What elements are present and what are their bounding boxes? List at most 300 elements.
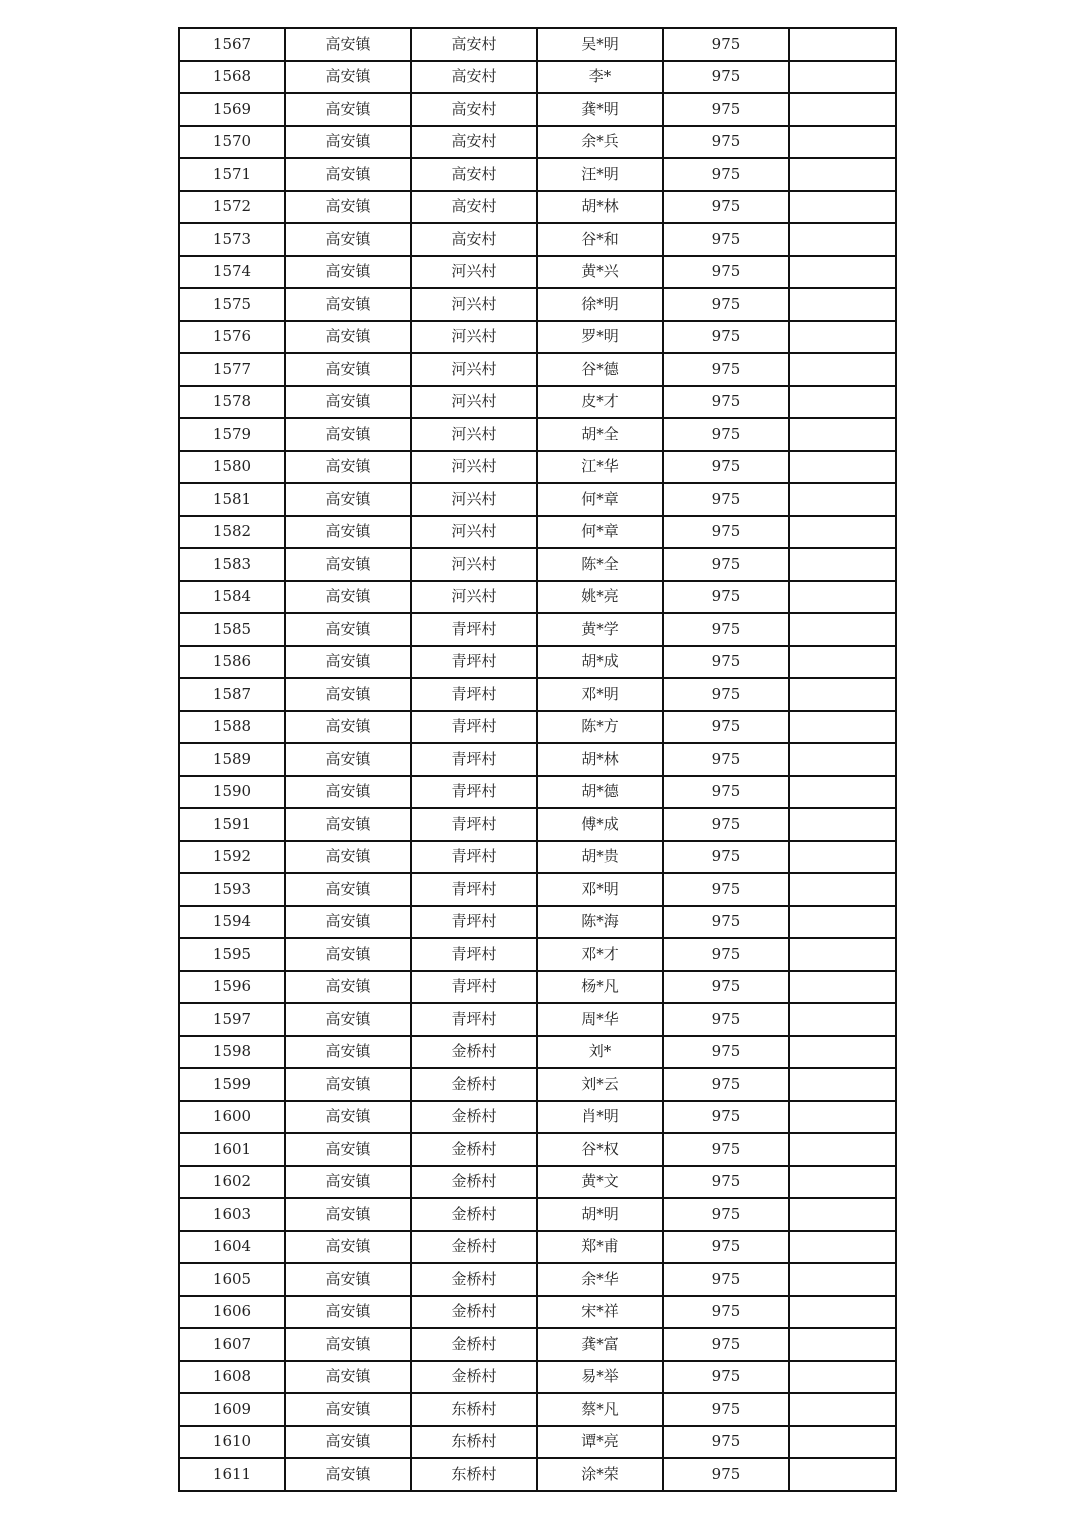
row-number-cell: 1584 xyxy=(179,581,285,614)
amount-cell: 975 xyxy=(663,1263,789,1296)
name-cell: 何*章 xyxy=(537,483,663,516)
village-cell: 高安村 xyxy=(411,158,537,191)
name-cell: 傅*成 xyxy=(537,808,663,841)
row-number-cell: 1601 xyxy=(179,1133,285,1166)
row-number-cell: 1604 xyxy=(179,1231,285,1264)
row-number-cell: 1607 xyxy=(179,1328,285,1361)
village-cell: 高安村 xyxy=(411,93,537,126)
village-cell: 青坪村 xyxy=(411,841,537,874)
amount-cell: 975 xyxy=(663,223,789,256)
town-cell: 高安镇 xyxy=(285,28,411,61)
name-cell: 胡*成 xyxy=(537,646,663,679)
town-cell: 高安镇 xyxy=(285,1458,411,1491)
table-row xyxy=(179,808,896,841)
town-cell: 高安镇 xyxy=(285,288,411,321)
remark-cell xyxy=(789,158,896,191)
name-cell: 龚*富 xyxy=(537,1328,663,1361)
remark-cell xyxy=(789,711,896,744)
town-cell: 高安镇 xyxy=(285,61,411,94)
remark-cell xyxy=(789,1166,896,1199)
remark-cell xyxy=(789,321,896,354)
table-row xyxy=(179,451,896,484)
village-cell: 青坪村 xyxy=(411,938,537,971)
village-cell: 河兴村 xyxy=(411,321,537,354)
name-cell: 杨*凡 xyxy=(537,971,663,1004)
row-number-cell: 1593 xyxy=(179,873,285,906)
row-number-cell: 1571 xyxy=(179,158,285,191)
remark-cell xyxy=(789,613,896,646)
name-cell: 胡*林 xyxy=(537,743,663,776)
village-cell: 青坪村 xyxy=(411,808,537,841)
name-cell: 宋*祥 xyxy=(537,1296,663,1329)
village-cell: 青坪村 xyxy=(411,1003,537,1036)
town-cell: 高安镇 xyxy=(285,1003,411,1036)
town-cell: 高安镇 xyxy=(285,1361,411,1394)
row-number-cell: 1573 xyxy=(179,223,285,256)
village-cell: 河兴村 xyxy=(411,451,537,484)
village-cell: 高安村 xyxy=(411,28,537,61)
table-row xyxy=(179,646,896,679)
row-number-cell: 1603 xyxy=(179,1198,285,1231)
table-row xyxy=(179,93,896,126)
name-cell: 邓*才 xyxy=(537,938,663,971)
table-row xyxy=(179,776,896,809)
amount-cell: 975 xyxy=(663,126,789,159)
village-cell: 金桥村 xyxy=(411,1198,537,1231)
town-cell: 高安镇 xyxy=(285,548,411,581)
table-row xyxy=(179,386,896,419)
amount-cell: 975 xyxy=(663,516,789,549)
row-number-cell: 1572 xyxy=(179,191,285,224)
remark-cell xyxy=(789,516,896,549)
remark-cell xyxy=(789,1328,896,1361)
name-cell: 谷*权 xyxy=(537,1133,663,1166)
town-cell: 高安镇 xyxy=(285,386,411,419)
table-row xyxy=(179,678,896,711)
table-row xyxy=(179,483,896,516)
row-number-cell: 1596 xyxy=(179,971,285,1004)
amount-cell: 975 xyxy=(663,451,789,484)
name-cell: 谷*德 xyxy=(537,353,663,386)
remark-cell xyxy=(789,971,896,1004)
name-cell: 江*华 xyxy=(537,451,663,484)
row-number-cell: 1574 xyxy=(179,256,285,289)
village-cell: 河兴村 xyxy=(411,516,537,549)
amount-cell: 975 xyxy=(663,321,789,354)
row-number-cell: 1610 xyxy=(179,1426,285,1459)
row-number-cell: 1602 xyxy=(179,1166,285,1199)
row-number-cell: 1605 xyxy=(179,1263,285,1296)
row-number-cell: 1582 xyxy=(179,516,285,549)
table-row xyxy=(179,516,896,549)
table-row xyxy=(179,873,896,906)
name-cell: 谭*亮 xyxy=(537,1426,663,1459)
remark-cell xyxy=(789,483,896,516)
remark-cell xyxy=(789,548,896,581)
town-cell: 高安镇 xyxy=(285,581,411,614)
row-number-cell: 1609 xyxy=(179,1393,285,1426)
table-row xyxy=(179,1198,896,1231)
remark-cell xyxy=(789,1133,896,1166)
town-cell: 高安镇 xyxy=(285,353,411,386)
table-row xyxy=(179,321,896,354)
amount-cell: 975 xyxy=(663,873,789,906)
town-cell: 高安镇 xyxy=(285,1068,411,1101)
amount-cell: 975 xyxy=(663,1003,789,1036)
village-cell: 河兴村 xyxy=(411,353,537,386)
town-cell: 高安镇 xyxy=(285,1133,411,1166)
row-number-cell: 1611 xyxy=(179,1458,285,1491)
village-cell: 金桥村 xyxy=(411,1361,537,1394)
table-row xyxy=(179,288,896,321)
village-cell: 东桥村 xyxy=(411,1393,537,1426)
table-row xyxy=(179,548,896,581)
village-cell: 金桥村 xyxy=(411,1263,537,1296)
remark-cell xyxy=(789,1003,896,1036)
row-number-cell: 1591 xyxy=(179,808,285,841)
town-cell: 高安镇 xyxy=(285,191,411,224)
town-cell: 高安镇 xyxy=(285,1198,411,1231)
row-number-cell: 1587 xyxy=(179,678,285,711)
town-cell: 高安镇 xyxy=(285,1296,411,1329)
table-row xyxy=(179,61,896,94)
remark-cell xyxy=(789,906,896,939)
table-row xyxy=(179,126,896,159)
town-cell: 高安镇 xyxy=(285,418,411,451)
row-number-cell: 1579 xyxy=(179,418,285,451)
town-cell: 高安镇 xyxy=(285,938,411,971)
table-row xyxy=(179,711,896,744)
row-number-cell: 1592 xyxy=(179,841,285,874)
name-cell: 徐*明 xyxy=(537,288,663,321)
amount-cell: 975 xyxy=(663,1166,789,1199)
table-row xyxy=(179,1426,896,1459)
row-number-cell: 1576 xyxy=(179,321,285,354)
name-cell: 刘*云 xyxy=(537,1068,663,1101)
village-cell: 金桥村 xyxy=(411,1036,537,1069)
town-cell: 高安镇 xyxy=(285,678,411,711)
amount-cell: 975 xyxy=(663,1361,789,1394)
name-cell: 周*华 xyxy=(537,1003,663,1036)
remark-cell xyxy=(789,256,896,289)
remark-cell xyxy=(789,1263,896,1296)
town-cell: 高安镇 xyxy=(285,711,411,744)
table-row xyxy=(179,971,896,1004)
village-cell: 河兴村 xyxy=(411,483,537,516)
amount-cell: 975 xyxy=(663,1133,789,1166)
name-cell: 何*章 xyxy=(537,516,663,549)
table-row xyxy=(179,223,896,256)
table-row xyxy=(179,906,896,939)
remark-cell xyxy=(789,873,896,906)
row-number-cell: 1580 xyxy=(179,451,285,484)
table-row xyxy=(179,1068,896,1101)
remark-cell xyxy=(789,1198,896,1231)
row-number-cell: 1567 xyxy=(179,28,285,61)
row-number-cell: 1583 xyxy=(179,548,285,581)
amount-cell: 975 xyxy=(663,1068,789,1101)
amount-cell: 975 xyxy=(663,1036,789,1069)
name-cell: 郑*甫 xyxy=(537,1231,663,1264)
name-cell: 陈*全 xyxy=(537,548,663,581)
amount-cell: 975 xyxy=(663,93,789,126)
village-cell: 高安村 xyxy=(411,61,537,94)
row-number-cell: 1606 xyxy=(179,1296,285,1329)
name-cell: 胡*贵 xyxy=(537,841,663,874)
amount-cell: 975 xyxy=(663,483,789,516)
name-cell: 胡*全 xyxy=(537,418,663,451)
town-cell: 高安镇 xyxy=(285,841,411,874)
village-cell: 金桥村 xyxy=(411,1166,537,1199)
town-cell: 高安镇 xyxy=(285,1101,411,1134)
remark-cell xyxy=(789,743,896,776)
town-cell: 高安镇 xyxy=(285,158,411,191)
amount-cell: 975 xyxy=(663,548,789,581)
table-row xyxy=(179,581,896,614)
remark-cell xyxy=(789,1393,896,1426)
amount-cell: 975 xyxy=(663,776,789,809)
table-row xyxy=(179,1231,896,1264)
village-cell: 金桥村 xyxy=(411,1296,537,1329)
amount-cell: 975 xyxy=(663,711,789,744)
amount-cell: 975 xyxy=(663,971,789,1004)
amount-cell: 975 xyxy=(663,256,789,289)
table-row xyxy=(179,1166,896,1199)
name-cell: 邓*明 xyxy=(537,678,663,711)
town-cell: 高安镇 xyxy=(285,223,411,256)
table-row xyxy=(179,1036,896,1069)
amount-cell: 975 xyxy=(663,1198,789,1231)
remark-cell xyxy=(789,61,896,94)
remark-cell xyxy=(789,581,896,614)
row-number-cell: 1598 xyxy=(179,1036,285,1069)
name-cell: 龚*明 xyxy=(537,93,663,126)
row-number-cell: 1599 xyxy=(179,1068,285,1101)
remark-cell xyxy=(789,841,896,874)
town-cell: 高安镇 xyxy=(285,93,411,126)
name-cell: 李* xyxy=(537,61,663,94)
name-cell: 蔡*凡 xyxy=(537,1393,663,1426)
town-cell: 高安镇 xyxy=(285,646,411,679)
amount-cell: 975 xyxy=(663,191,789,224)
name-cell: 刘* xyxy=(537,1036,663,1069)
table-row xyxy=(179,191,896,224)
row-number-cell: 1575 xyxy=(179,288,285,321)
name-cell: 陈*方 xyxy=(537,711,663,744)
table-row xyxy=(179,938,896,971)
village-cell: 河兴村 xyxy=(411,288,537,321)
name-cell: 姚*亮 xyxy=(537,581,663,614)
town-cell: 高安镇 xyxy=(285,743,411,776)
table-row xyxy=(179,743,896,776)
town-cell: 高安镇 xyxy=(285,1166,411,1199)
name-cell: 胡*德 xyxy=(537,776,663,809)
remark-cell xyxy=(789,808,896,841)
village-cell: 高安村 xyxy=(411,126,537,159)
town-cell: 高安镇 xyxy=(285,1036,411,1069)
amount-cell: 975 xyxy=(663,386,789,419)
town-cell: 高安镇 xyxy=(285,776,411,809)
town-cell: 高安镇 xyxy=(285,1328,411,1361)
town-cell: 高安镇 xyxy=(285,451,411,484)
village-cell: 青坪村 xyxy=(411,711,537,744)
name-cell: 余*兵 xyxy=(537,126,663,159)
amount-cell: 975 xyxy=(663,808,789,841)
town-cell: 高安镇 xyxy=(285,1393,411,1426)
town-cell: 高安镇 xyxy=(285,516,411,549)
remark-cell xyxy=(789,28,896,61)
name-cell: 肖*明 xyxy=(537,1101,663,1134)
village-cell: 青坪村 xyxy=(411,873,537,906)
remark-cell xyxy=(789,126,896,159)
remark-cell xyxy=(789,776,896,809)
row-number-cell: 1568 xyxy=(179,61,285,94)
amount-cell: 975 xyxy=(663,678,789,711)
village-cell: 金桥村 xyxy=(411,1101,537,1134)
data-table xyxy=(178,27,897,1492)
village-cell: 金桥村 xyxy=(411,1068,537,1101)
town-cell: 高安镇 xyxy=(285,613,411,646)
amount-cell: 975 xyxy=(663,938,789,971)
name-cell: 陈*海 xyxy=(537,906,663,939)
amount-cell: 975 xyxy=(663,1458,789,1491)
village-cell: 河兴村 xyxy=(411,386,537,419)
row-number-cell: 1585 xyxy=(179,613,285,646)
amount-cell: 975 xyxy=(663,906,789,939)
row-number-cell: 1588 xyxy=(179,711,285,744)
row-number-cell: 1577 xyxy=(179,353,285,386)
amount-cell: 975 xyxy=(663,28,789,61)
name-cell: 胡*林 xyxy=(537,191,663,224)
village-cell: 东桥村 xyxy=(411,1426,537,1459)
remark-cell xyxy=(789,1361,896,1394)
name-cell: 胡*明 xyxy=(537,1198,663,1231)
village-cell: 青坪村 xyxy=(411,613,537,646)
village-cell: 高安村 xyxy=(411,191,537,224)
name-cell: 汪*明 xyxy=(537,158,663,191)
name-cell: 吴*明 xyxy=(537,28,663,61)
remark-cell xyxy=(789,1101,896,1134)
table-row xyxy=(179,1458,896,1491)
table-row xyxy=(179,613,896,646)
name-cell: 罗*明 xyxy=(537,321,663,354)
name-cell: 黄*学 xyxy=(537,613,663,646)
town-cell: 高安镇 xyxy=(285,1231,411,1264)
table-row xyxy=(179,841,896,874)
row-number-cell: 1569 xyxy=(179,93,285,126)
row-number-cell: 1590 xyxy=(179,776,285,809)
remark-cell xyxy=(789,678,896,711)
remark-cell xyxy=(789,646,896,679)
amount-cell: 975 xyxy=(663,1393,789,1426)
village-cell: 金桥村 xyxy=(411,1133,537,1166)
town-cell: 高安镇 xyxy=(285,483,411,516)
row-number-cell: 1578 xyxy=(179,386,285,419)
row-number-cell: 1581 xyxy=(179,483,285,516)
name-cell: 涂*荣 xyxy=(537,1458,663,1491)
table-row xyxy=(179,28,896,61)
town-cell: 高安镇 xyxy=(285,971,411,1004)
town-cell: 高安镇 xyxy=(285,1426,411,1459)
remark-cell xyxy=(789,1426,896,1459)
remark-cell xyxy=(789,93,896,126)
amount-cell: 975 xyxy=(663,418,789,451)
remark-cell xyxy=(789,288,896,321)
row-number-cell: 1586 xyxy=(179,646,285,679)
table-row xyxy=(179,1296,896,1329)
remark-cell xyxy=(789,1231,896,1264)
remark-cell xyxy=(789,418,896,451)
row-number-cell: 1597 xyxy=(179,1003,285,1036)
remark-cell xyxy=(789,1036,896,1069)
amount-cell: 975 xyxy=(663,1101,789,1134)
remark-cell xyxy=(789,191,896,224)
amount-cell: 975 xyxy=(663,353,789,386)
village-cell: 青坪村 xyxy=(411,971,537,1004)
remark-cell xyxy=(789,938,896,971)
remark-cell xyxy=(789,451,896,484)
name-cell: 皮*才 xyxy=(537,386,663,419)
remark-cell xyxy=(789,1296,896,1329)
table-row xyxy=(179,256,896,289)
row-number-cell: 1600 xyxy=(179,1101,285,1134)
table-row xyxy=(179,1361,896,1394)
table-row xyxy=(179,1133,896,1166)
name-cell: 余*华 xyxy=(537,1263,663,1296)
table-row xyxy=(179,353,896,386)
table-body xyxy=(179,28,896,1491)
row-number-cell: 1570 xyxy=(179,126,285,159)
name-cell: 黄*兴 xyxy=(537,256,663,289)
amount-cell: 975 xyxy=(663,1328,789,1361)
amount-cell: 975 xyxy=(663,158,789,191)
remark-cell xyxy=(789,386,896,419)
table-row xyxy=(179,1263,896,1296)
town-cell: 高安镇 xyxy=(285,256,411,289)
village-cell: 青坪村 xyxy=(411,743,537,776)
table-row xyxy=(179,418,896,451)
town-cell: 高安镇 xyxy=(285,906,411,939)
table-row xyxy=(179,1003,896,1036)
name-cell: 谷*和 xyxy=(537,223,663,256)
row-number-cell: 1595 xyxy=(179,938,285,971)
table-row xyxy=(179,1328,896,1361)
remark-cell xyxy=(789,1458,896,1491)
amount-cell: 975 xyxy=(663,743,789,776)
name-cell: 易*举 xyxy=(537,1361,663,1394)
row-number-cell: 1594 xyxy=(179,906,285,939)
amount-cell: 975 xyxy=(663,288,789,321)
name-cell: 邓*明 xyxy=(537,873,663,906)
table-row xyxy=(179,1393,896,1426)
row-number-cell: 1608 xyxy=(179,1361,285,1394)
village-cell: 青坪村 xyxy=(411,906,537,939)
town-cell: 高安镇 xyxy=(285,808,411,841)
amount-cell: 975 xyxy=(663,613,789,646)
town-cell: 高安镇 xyxy=(285,873,411,906)
amount-cell: 975 xyxy=(663,1231,789,1264)
village-cell: 河兴村 xyxy=(411,418,537,451)
village-cell: 青坪村 xyxy=(411,776,537,809)
town-cell: 高安镇 xyxy=(285,1263,411,1296)
amount-cell: 975 xyxy=(663,581,789,614)
village-cell: 东桥村 xyxy=(411,1458,537,1491)
village-cell: 河兴村 xyxy=(411,581,537,614)
town-cell: 高安镇 xyxy=(285,126,411,159)
amount-cell: 975 xyxy=(663,1426,789,1459)
row-number-cell: 1589 xyxy=(179,743,285,776)
village-cell: 青坪村 xyxy=(411,678,537,711)
